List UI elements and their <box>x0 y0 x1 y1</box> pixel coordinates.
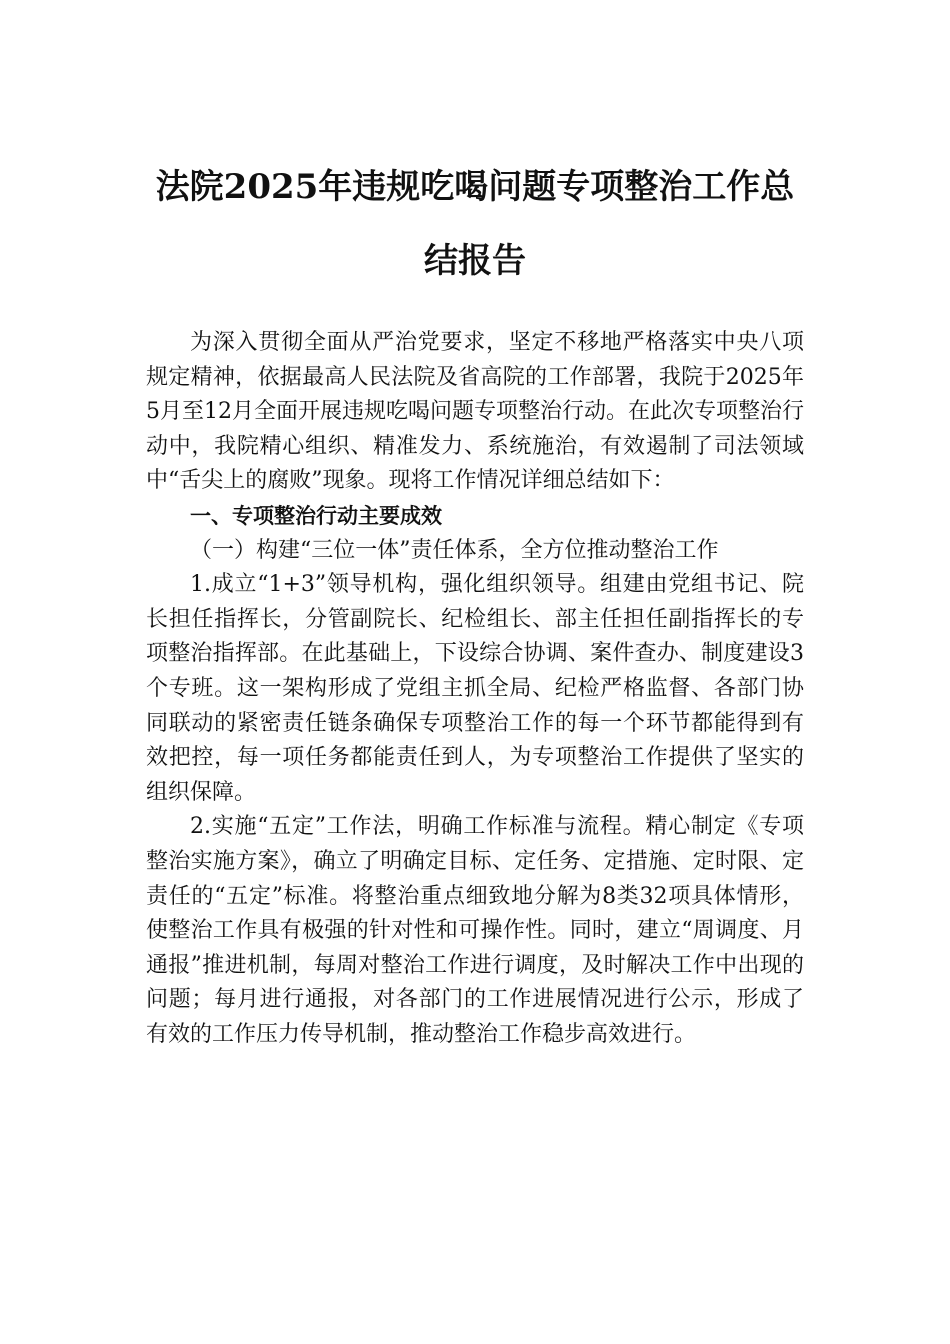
subsection-heading: （一）构建“三位一体”责任体系，全方位推动整治工作 <box>190 537 719 563</box>
document-title: 法院2025年违规吃喝问题专项整治工作总结报告 <box>155 167 795 281</box>
item-paragraph-2: 2.实施“五定”工作法，明确工作标准与流程。精心制定《专项整治实施方案》，确立了明确定目标、定任务、定措施、定时限、定责任的“五定”标准。将整治重点细致地分解为8类32项具体情形，使整治工作具有极强的针对性和可操作性。同时，建立“周调度、月通报”推进机制，每周对整治工作进行调度，及时解决工作中出现的问题；每月进行通报，对各部门的工作进展情况进行公示，形成了有效的工作压力传导机制，推动整治工作稳步高效进行。 <box>146 814 804 1047</box>
item-paragraph-1: 1.成立“1+3”领导机构，强化组织领导。组建由党组书记、院长担任指挥长，分管副院长、纪检组长、部主任担任副指挥长的专项整治指挥部。在此基础上，下设综合协调、案件查办、制度建设3个专班。这一架构形成了党组主抓全局、纪检严格监督、各部门协同联动的紧密责任链条确保专项整治工作的每一个环节都能得到有效把控，每一项任务都能责任到人，为专项整治工作提供了坚实的组织保障。 <box>146 572 804 805</box>
section-heading: 一、专项整治行动主要成效 <box>190 503 442 528</box>
document-body <box>146 326 804 1052</box>
intro-paragraph: 为深入贯彻全面从严治党要求，坚定不移地严格落实中央八项规定精神，依据最高人民法院及省高院的工作部署，我院于2025年5月至12月全面开展违规吃喝问题专项整治行动。在此次专项整治行动中，我院精心组织、精准发力、系统施治，有效遏制了司法领域中“舌尖上的腐败”现象。现将工作情况详细总结如下： <box>146 330 804 494</box>
